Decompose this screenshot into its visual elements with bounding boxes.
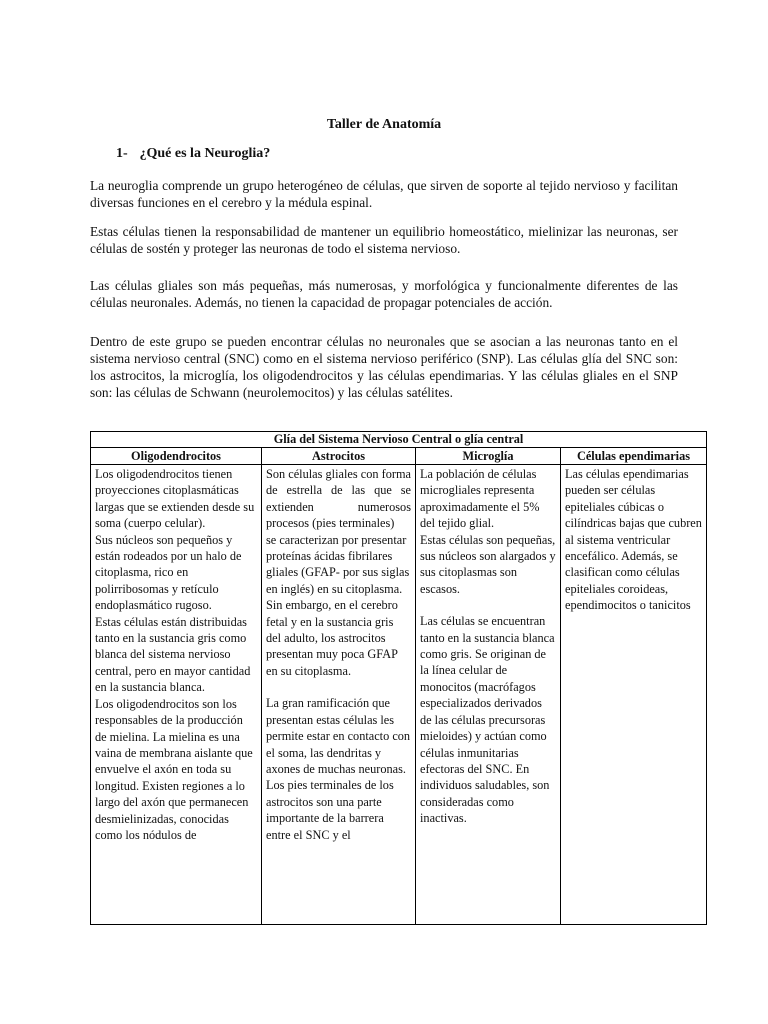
question-text: ¿Qué es la Neuroglia?	[139, 146, 271, 161]
cell-text: Los pies terminales de los astrocitos son una parte importante de la barrera entre el SNC y el	[266, 778, 394, 842]
cell-text: Los oligodendrocitos son los responsables de la producción de mielina. La mielina es una vaina de membrana aislante que envuelve el axón en toda su longitud. Existen regiones a lo largo del axón que permanecen desmielinizadas, conocidas como los nódulos de	[95, 696, 253, 842]
column-header: Microglía	[416, 448, 561, 465]
question-number: 1-	[116, 146, 128, 161]
cell-text: Las células se encuentran tanto en la sustancia blanca como gris. Se originan de la línea celular de monocitos (macrófagos especializados derivados de las células precursoras mieloides) y actúan como células inmunitarias efectoras del SNC. En individuos saludables, son consideradas como inactivas.	[420, 614, 555, 826]
column-header: Astrocitos	[262, 448, 416, 465]
document-title: Taller de Anatomía	[326, 117, 442, 132]
glia-table	[90, 431, 707, 925]
cell-text: Estas células son pequeñas, sus núcleos son alargados y sus citoplasmas son escasos.	[420, 532, 556, 596]
cell-text: se caracterizan por presentar proteínas ácidas fibrilares gliales (GFAP- por sus siglas en inglés) en su citoplasma. Sin embargo, en el cerebro fetal y en la sustancia gris del adulto, los astrocitos presentan muy poca GFAP en su citoplasma.	[266, 532, 410, 678]
column-header: Células ependimarias	[561, 448, 707, 465]
paragraph: Dentro de este grupo se pueden encontrar células no neuronales que se asocian a las neuronas tanto en el sistema nervioso central (SNC) como en el sistema nervioso periférico (SNP). Las células glía del SNC son: los astrocitos, la microglía, los oligodendrocitos y las células ependimarias. Y las células gliales en el SNP son: las células de Schwann (neurolemocitos) y las células satélites.	[90, 334, 678, 400]
cell-text: Son células gliales con forma de estrella de las que se extienden numerosos procesos (pies terminales)	[266, 467, 411, 531]
paragraph: Las células gliales son más pequeñas, más numerosas, y morfológica y funcionalmente diferentes de las células neuronales. Además, no tienen la capacidad de propagar potenciales de acción.	[90, 278, 678, 310]
paragraph: La neuroglia comprende un grupo heterogéneo de células, que sirven de soporte al tejido nervioso y facilitan diversas funciones en el cerebro y la médula espinal.	[90, 178, 678, 210]
table-caption: Glía del Sistema Nervioso Central o glía central	[91, 432, 707, 448]
cell-astrocitos	[262, 465, 416, 925]
paragraph: Estas células tienen la responsabilidad de mantener un equilibrio homeostático, mielinizar las neuronas, ser células de sostén y proteger las neuronas de todo el sistema nervioso.	[90, 224, 678, 256]
cell-oligodendrocitos	[91, 465, 262, 925]
column-header: Oligodendrocitos	[91, 448, 262, 465]
cell-text: La población de células microgliales representa aproximadamente el 5% del tejido glial.	[420, 467, 540, 531]
cell-text: Las células ependimarias pueden ser células epiteliales cúbicas o cilíndricas bajas que cubren al sistema ventricular encefálico. Además, se clasifican como células epiteliales coroideas, ependimocitos o tanicitos	[565, 467, 702, 613]
cell-text: La gran ramificación que presentan estas células les permite estar en contacto con el soma, las dendritas y axones de muchas neuronas.	[266, 696, 411, 776]
cell-text: Estas células están distribuidas tanto en la sustancia gris como blanca del sistema nervioso central, pero en mayor cantidad en la sustancia blanca.	[95, 614, 251, 695]
cell-ependimarias	[561, 465, 707, 925]
question-heading	[116, 146, 270, 162]
cell-text: Los oligodendrocitos tienen proyecciones citoplasmáticas largas que se extienden desde su soma (cuerpo celular).	[95, 467, 255, 531]
cell-text: Sus núcleos son pequeños y están rodeados por un halo de citoplasma, rico en polirribosomas y retículo endoplasmático rugoso.	[95, 532, 242, 613]
cell-microglia	[416, 465, 561, 925]
